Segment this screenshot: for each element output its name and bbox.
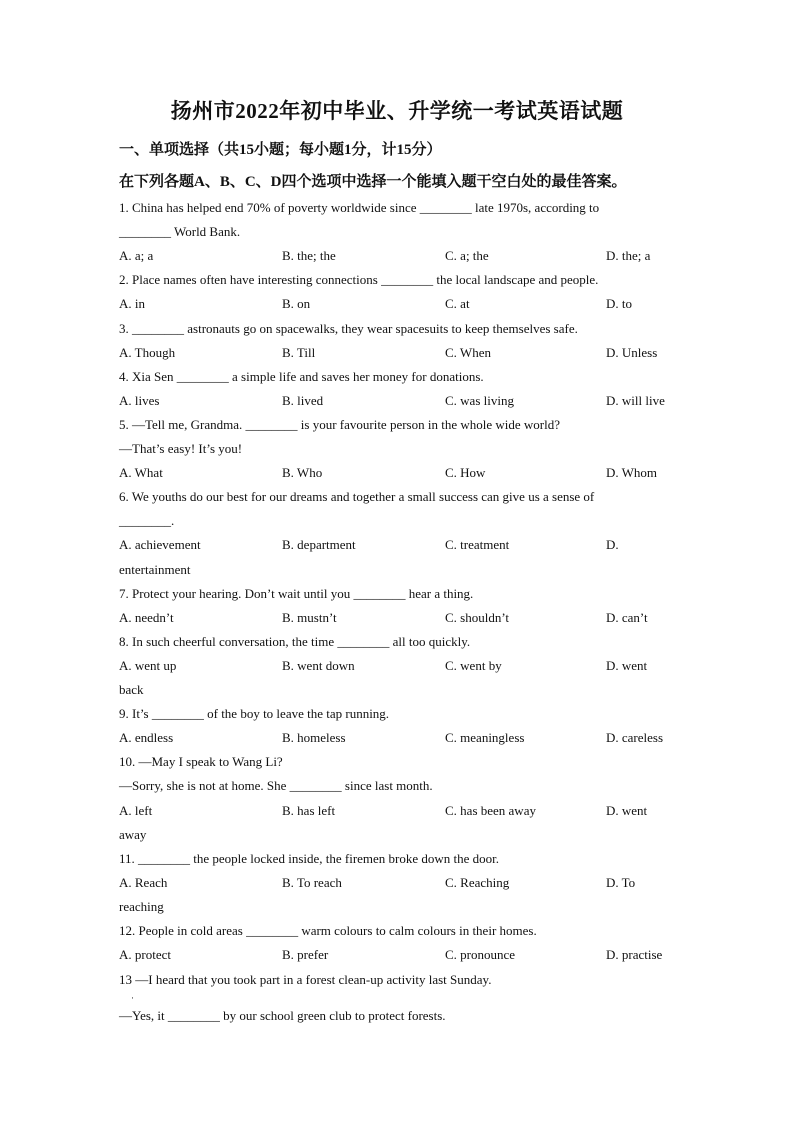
question-6-text: ________. (119, 513, 175, 529)
question-11-option-a: A. Reach (119, 874, 168, 890)
question-4-option-a: A. lives (119, 392, 160, 408)
question-1-option-d: D. the; a (606, 248, 651, 264)
question-1-text: 1. China has helped end 70% of poverty worldwide since ________ late 1970s, according to (119, 200, 600, 215)
question-10-text: 10. —May I speak to Wang Li? (119, 754, 283, 770)
question-7-option-d: D. can’t (606, 609, 648, 625)
section-heading: 一、单项选择（共15小题；每小题1分，计15分） (119, 142, 442, 158)
question-11-option-d-wrap: reaching (119, 898, 164, 914)
question-10-option-b: B. has left (282, 802, 336, 818)
question-13-dot: · (131, 993, 134, 1003)
question-6-option-c: C. treatment (445, 537, 510, 553)
question-6-option-d-wrap: entertainment (119, 561, 191, 577)
question-11-option-b: B. To reach (282, 874, 342, 890)
question-1-option-c: C. a; the (445, 248, 489, 264)
question-7-text: 7. Protect your hearing. Don’t wait until you ________ hear a thing. (119, 585, 474, 601)
question-9-option-d: D. careless (606, 730, 664, 746)
question-8-text: 8. In such cheerful conversation, the time ________ all too quickly. (119, 633, 471, 649)
question-6-option-d: D. (606, 537, 619, 553)
question-4-text: 4. Xia Sen ________ a simple life and saves her money for donations. (119, 368, 484, 384)
question-12-option-c: C. pronounce (445, 947, 516, 963)
question-12-option-d: D. practise (606, 947, 663, 963)
question-3-option-d: D. Unless (606, 344, 658, 360)
question-10-text: —Sorry, she is not at home. She ________ since last month. (119, 778, 433, 794)
question-2-option-c: C. at (445, 296, 470, 312)
question-9-option-c: C. meaningless (445, 730, 525, 746)
question-12-option-a: A. protect (119, 947, 171, 963)
question-2-text: 2. Place names often have interesting connections ________ the local landscape and people. (119, 272, 599, 288)
question-12-option-b: B. prefer (282, 947, 329, 963)
question-4-option-d: D. will live (606, 392, 665, 408)
question-5-option-c: C. How (445, 465, 486, 481)
question-3-option-b: B. Till (282, 344, 316, 360)
question-10-option-d: D. went (606, 802, 648, 818)
question-1-text: ________ World Bank. (119, 224, 241, 240)
question-12-text: 12. People in cold areas ________ warm colours to calm colours in their homes. (119, 923, 537, 938)
question-9-text: 9. It’s ________ of the boy to leave the tap running. (119, 706, 390, 722)
question-5-option-d: D. Whom (606, 465, 658, 481)
question-9-option-b: B. homeless (282, 730, 346, 746)
question-11-option-d: D. To (606, 874, 636, 890)
question-4-option-b: B. lived (282, 392, 324, 408)
instruction-text: 在下列各题A、B、C、D四个选项中选择一个能填入题干空白处的最佳答案。 (119, 174, 627, 190)
question-5-text: 5. —Tell me, Grandma. ________ is your favourite person in the whole wide world? (119, 416, 560, 432)
question-6-option-b: B. department (282, 537, 356, 553)
question-13-line: 13 —I heard that you took part in a forest clean-up activity last Sunday. (119, 972, 492, 987)
question-1-option-b: B. the; the (282, 248, 336, 264)
question-9-option-a: A. endless (119, 730, 174, 746)
question-6-option-a: A. achievement (119, 537, 201, 553)
question-5-text: —That’s easy! It’s you! (119, 441, 243, 456)
question-10-option-a: A. left (119, 802, 153, 818)
question-11-text: 11. ________ the people locked inside, the firemen broke down the door. (119, 850, 500, 866)
question-5-option-b: B. Who (282, 465, 323, 481)
question-8-option-a: A. went up (119, 657, 177, 673)
question-3-option-a: A. Though (119, 344, 176, 360)
question-2-option-a: A. in (119, 296, 145, 312)
question-8-option-b: B. went down (282, 657, 355, 673)
question-6-text: 6. We youths do our best for our dreams and together a small success can give us a sense of (119, 489, 595, 505)
question-7-option-c: C. shouldn’t (445, 609, 510, 625)
question-10-option-d-wrap: away (119, 826, 147, 842)
question-4-option-c: C. was living (445, 392, 514, 408)
question-1-option-a: A. a; a (119, 248, 154, 264)
question-8-option-d: D. went (606, 657, 648, 673)
page-title: 扬州市2022年初中毕业、升学统一考试英语试题 (170, 99, 624, 123)
question-2-option-d: D. to (606, 296, 632, 312)
question-5-option-a: A. What (119, 465, 163, 481)
question-11-option-c: C. Reaching (445, 874, 510, 890)
question-10-option-c: C. has been away (445, 802, 536, 818)
question-13-reply: —Yes, it ________ by our school green club to protect forests. (119, 1008, 446, 1023)
question-7-option-b: B. mustn’t (282, 609, 337, 625)
question-2-option-b: B. on (282, 296, 311, 312)
question-3-text: 3. ________ astronauts go on spacewalks, they wear spacesuits to keep themselves safe. (119, 320, 578, 336)
question-8-option-d-wrap: back (119, 682, 144, 697)
question-8-option-c: C. went by (445, 657, 502, 673)
question-3-option-c: C. When (445, 344, 491, 360)
question-7-option-a: A. needn’t (119, 609, 174, 625)
